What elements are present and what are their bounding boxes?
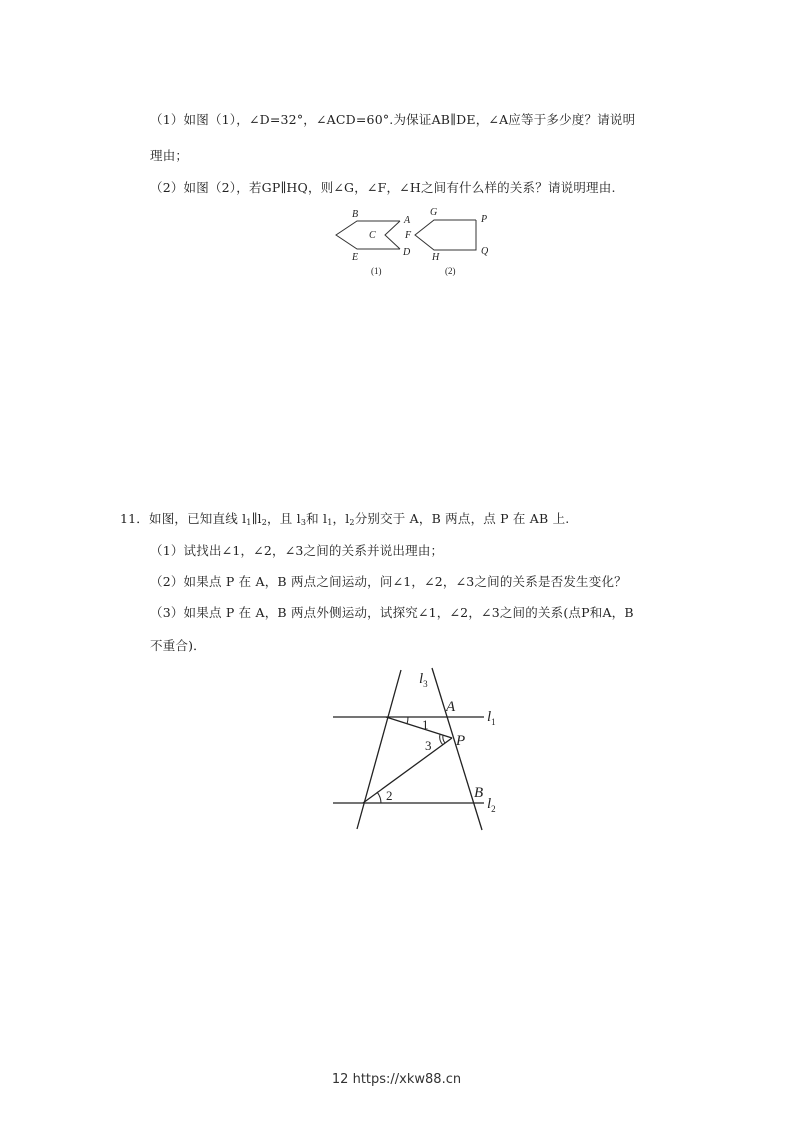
q11-part3-line1: （3）如果点 P 在 A，B 两点外侧运动，试探究∠1，∠2，∠3之间的关系(点P和A，B xyxy=(150,605,634,620)
q11-stem: 11．如图，已知直线 $l_1\parallel l_2$，且 $l_3$和 $l_1$，$l_2$分别交于 A，B 两点，点 P 在 AB 上. xyxy=(120,511,570,527)
q10-part1-line1: （1）如图（1），∠D=32°，∠ACD=60°.为保证AB∥DE，∠A应等于多少度？请说明 xyxy=(150,112,636,127)
fig2-caption: (2) xyxy=(445,266,456,276)
figure-2 xyxy=(404,207,489,276)
fig2-label-h: H xyxy=(432,252,440,263)
label-b: B xyxy=(474,785,484,801)
label-p: P xyxy=(456,733,466,749)
q11-part3-line2: 不重合)． xyxy=(150,638,206,653)
fig1-label-d: D xyxy=(403,247,411,258)
label-l1: $l_1$ xyxy=(487,709,496,727)
fig1-label-c: C xyxy=(369,230,376,241)
label-l3: $l_3$ xyxy=(419,671,428,689)
label-a: A xyxy=(446,699,456,715)
q10-part2: （2）如图（2），若GP∥HQ，则∠G，∠F，∠H之间有什么样的关系？请说明理由. xyxy=(150,180,616,195)
figure-1 xyxy=(336,209,411,276)
fig2-label-p: P xyxy=(481,214,488,225)
fig1-label-e: E xyxy=(352,252,359,263)
label-angle2: 2 xyxy=(386,788,393,803)
q10-part1-line2: 理由； xyxy=(150,148,189,163)
q11-part1: （1）试找出∠1，∠2，∠3之间的关系并说出理由； xyxy=(150,543,444,558)
label-l2: $l_2$ xyxy=(487,796,496,814)
label-angle1: 1 xyxy=(422,717,429,732)
q11-part2: （2）如果点 P 在 A，B 两点之间运动，问∠1，∠2，∠3之间的关系是否发生变化？ xyxy=(150,574,627,589)
fig1-label-a: A xyxy=(404,215,411,226)
fig2-label-f: F xyxy=(405,230,412,241)
q10-figures xyxy=(0,200,793,290)
fig2-label-g: G xyxy=(430,207,438,218)
q11-figure xyxy=(0,662,793,852)
fig2-label-q: Q xyxy=(481,246,489,257)
fig1-caption: (1) xyxy=(371,266,382,276)
label-angle3: 3 xyxy=(425,738,432,753)
page-footer: 12 https://xkw88.cn xyxy=(331,1072,462,1087)
fig1-label-b: B xyxy=(352,209,359,220)
